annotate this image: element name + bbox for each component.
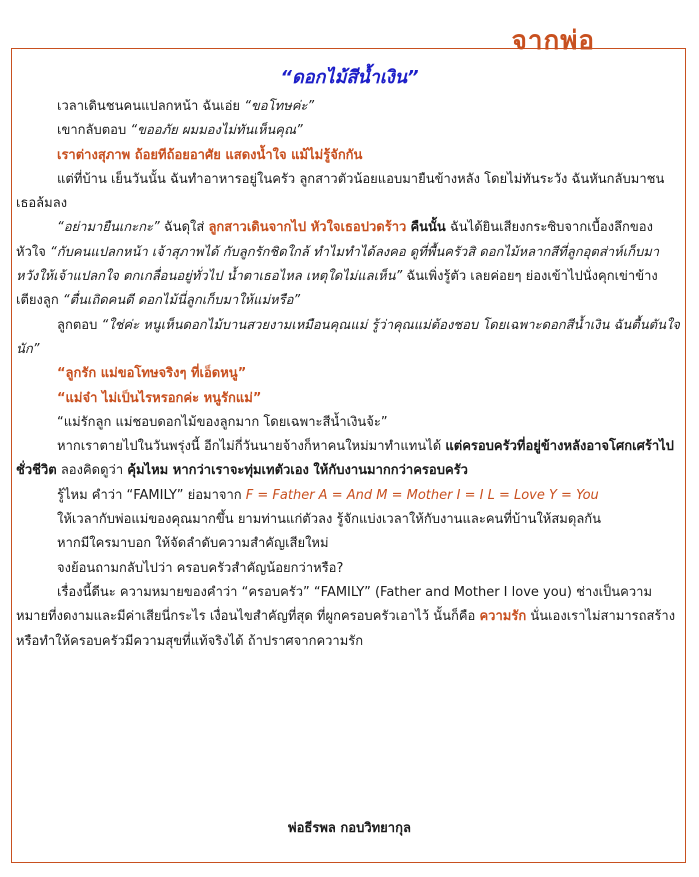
paragraph-4: แต่ที่บ้าน เย็นวันนั้น ฉันทำอาหารอยู่ในครัว ลูกสาวตัวน้อยแอบมายืนข้างหลัง โดยไม่ทันระวัง ฉันหันกลับมาชนเธอล้มลง — [16, 171, 665, 212]
signature: พ่อธีรพล กอบวิทยากุล — [288, 821, 411, 836]
paragraph-15: เรื่องนี้ดีนะ ความหมายของคำว่า “ครอบครัว” “FAMILY” (Father and Mother I love you) ช่างเป็นความหมายที่งดงามและมีค่าเสียนี่กระไร เงื่อนไขสำคัญที่สุด ที่ผูกครอบครัวเอาไว้ นั้นก็คือ ความรัก นั่นเองเราไม่สามารถสร้าง หรือทำให้ครอบครัวมีความสุขที่แท้จริงได้ ถ้าปราศจากความรัก — [16, 584, 676, 649]
paragraph-5: “อย่ามายืนเกะกะ” ฉันดุใส่ ลูกสาวเดินจากไป หัวใจเธอปวดร้าว คืนนั้น ฉันได้ยินเสียงกระซิบจากเบื้องลึกของหัวใจ “กับคนแปลกหน้า เจ้าสุภาพได้ กับลูกรักชิดใกล้ ทำไมทำได้ลงคอ ดูที่พื้นครัวสิ ดอกไม้หลากสีที่ลูกอุตส่าห์เก็บมา หวังให้เจ้าแปลกใจ ตกเกลื่อนอยู่ทั่วไป น้ำตาเธอไหล เหตุใดไม่แลเห็น” ฉันเพิ่งรู้ตัว เลยค่อยๆ ย่องเข้าไปนั่งคุกเข่าข้างเตียงลูก “ตื่นเถิดคนดี ดอกไม้นี่ลูกเก็บมาให้แม่หรือ” — [16, 220, 660, 309]
paragraph-12: ให้เวลากับพ่อแม่ของคุณมากขึ้น ยามท่านแก่ตัวลง รู้จักแบ่งเวลาให้กับงานและคนที่บ้านให้สมดุลกัน — [57, 512, 602, 528]
paragraph-7: “ลูกรัก แม่ขอโทษจริงๆ ที่เอ็ดหนู” — [57, 366, 247, 382]
story-body — [16, 95, 680, 654]
story-title: “ดอกไม้สีน้ำเงิน” — [280, 67, 419, 88]
paragraph-2: เขากลับตอบ “ขออภัย ผมมองไม่ทันเห็นคุณ” — [57, 123, 303, 139]
paragraph-6: ลูกตอบ “ใช่ค่ะ หนูเห็นดอกไม้บานสวยงามเหมือนคุณแม่ รู้ว่าคุณแม่ต้องชอบ โดยเฉพาะดอกสีน้ำเงิน ฉันตื้นตันใจนัก” — [16, 317, 680, 357]
paragraph-13: หากมีใครมาบอก ให้จัดลำดับความสำคัญเสียใหม่ — [57, 536, 329, 552]
paragraph-3: เราต่างสุภาพ ถ้อยทีถ้อยอาศัย แสดงน้ำใจ แม้ไม่รู้จักกัน — [57, 147, 363, 163]
paragraph-8: “แม่จ๋า ไม่เป็นไรหรอกค่ะ หนูรักแม่” — [57, 390, 262, 406]
paragraph-10: หากเราตายไปในวันพรุ่งนี้ อีกไม่กี่วันนายจ้างก็หาคนใหม่มาทำแทนได้ แต่ครอบครัวที่อยู่ข้างหลังอาจโศกเศร้าไปชั่วชีวิต ลองคิดดูว่า คุ้มไหม หากว่าเราจะทุ่มเทตัวเอง ให้กับงานมากกว่าครอบครัว — [16, 439, 674, 479]
paragraph-1: เวลาเดินชนคนแปลกหน้า ฉันเอ่ย “ขอโทษค่ะ” — [57, 99, 315, 114]
paragraph-11: รู้ไหม คำว่า “FAMILY” ย่อมาจาก F = Father A = And M = Mother I = I L = Love Y = You — [57, 487, 599, 503]
paragraph-9: “แม่รักลูก แม่ชอบดอกไม้ของลูกมาก โดยเฉพาะสีน้ำเงินจ้ะ” — [57, 414, 388, 430]
paragraph-14: จงย้อนถามกลับไปว่า ครอบครัวสำคัญน้อยกว่าหรือ? — [57, 560, 344, 576]
header-title: จากพ่อ — [511, 26, 595, 56]
